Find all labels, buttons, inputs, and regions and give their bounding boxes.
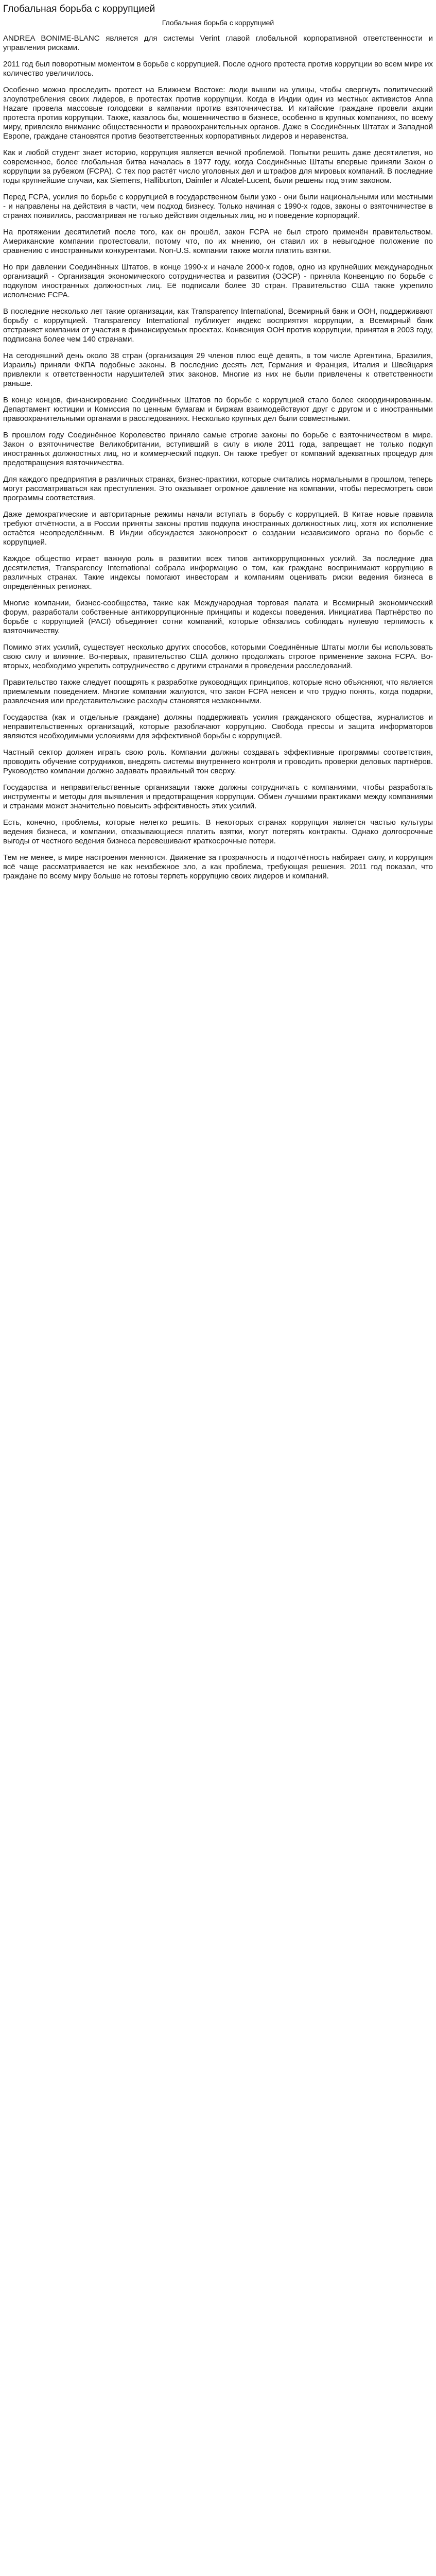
- article-paragraph: Частный сектор должен играть свою роль. Компании должны создавать эффективные программы соответствия, проводить обучение сотрудников, внедрять системы внутреннего контроля и проводить проверки деловых партнёров. Руководство компании должно задавать правильный тон сверху.: [3, 748, 433, 775]
- article-paragraph: Правительство также следует поощрять к разработке руководящих принципов, которые ясно объясняют, что является приемлемым поведением. Многие компании жалуются, что закон FCPA неясен и что трудно понять, когда подарки, развлечения или представительские расходы становятся незаконными.: [3, 678, 433, 705]
- article-paragraph: ANDREA BONIME-BLANC является для системы Verint главой глобальной корпоративной ответственности и управления рисками.: [3, 34, 433, 52]
- article-paragraph: Как и любой студент знает историю, коррупция является вечной проблемой. Попытки решить даже десятилетия, но современное, более глобальная битва началась в 1977 году, когда Соединённые Штаты впервые приняли Закон о коррупции за рубежом (FCPA). С тех пор растёт число уголовных дел и штрафов для мировых компаний. В последние годы крупнейшие случаи, как Siemens, Halliburton, Daimler и Alcatel-Lucent, были решены под этим законом.: [3, 148, 433, 185]
- article-paragraph: Тем не менее, в мире настроения меняются. Движение за прозрачность и подотчётность набирает силу, и коррупция всё чаще рассматривается не как неизбежное зло, а как проблема, требующая решения. 2011 год показал, что граждане по всему миру больше не готовы терпеть коррупцию своих лидеров и компаний.: [3, 853, 433, 880]
- article-paragraph: Особенно можно проследить протест на Ближнем Востоке: люди вышли на улицы, чтобы свергнуть политический злоупотребления своих лидеров, в протестах против коррупции. Когда в Индии один из местных активистов Anna Hazare провела массовые голодовки в кампании против взяточничества. И китайские граждане провели акции протеста против коррупции. Также, казалось бы, мошенничество в бизнесе, особенно в крупных компаниях, по всему миру, привлекло внимание общественности и правоохранительных органов. Даже в Соединённых Штатах и Западной Европе, граждане становятся против безответственных корпоративных лидеров и неравенства.: [3, 86, 433, 141]
- article-paragraph: На сегодняшний день около 38 стран (организация 29 членов плюс ещё девять, в том числе Аргентина, Бразилия, Израиль) приняли ФКПА подобные законы. В последние десять лет, Германия и Франция, Италия и Швейцария привлекли к ответственности нарушителей этих законов. Многие из них не были привлечены к ответственности раньше.: [3, 351, 433, 388]
- article-paragraph: Помимо этих усилий, существует несколько других способов, которыми Соединённые Штаты могли бы использовать свою силу и влияние. Во-первых, правительство США должно продолжать строгое применение закона FCPA. Во-вторых, необходимо укрепить сотрудничество с другими странами в проведении расследований.: [3, 643, 433, 670]
- article-paragraph: Но при давлении Соединённых Штатов, в конце 1990-х и начале 2000-х годов, одно из крупнейших международных организаций - Организация экономического сотрудничества и развития (ОЭСР) - приняла Конвенцию по борьбе с подкупом иностранных должностных лиц. Её подписали более 30 стран. Правительство США также укрепило исполнение FCPA.: [3, 263, 433, 299]
- article-paragraph: Государства (как и отдельные граждане) должны поддерживать усилия гражданского общества, журналистов и неправительственных организаций, которые разоблачают коррупцию. Свобода прессы и защита информаторов являются необходимыми условиями для эффективной борьбы с коррупцией.: [3, 713, 433, 740]
- page-title: Глобальная борьба с коррупцией: [3, 4, 155, 14]
- article-paragraph: Многие компании, бизнес-сообщества, такие как Международная торговая палата и Всемирный экономический форум, разработали собственные антикоррупционные принципы и кодексы поведения. Инициатива Партнёрство по борьбе с коррупцией (PACI) объединяет сотни компаний, которые обязались соблюдать нулевую терпимость к взяточничеству.: [3, 599, 433, 635]
- article-paragraph: Для каждого предприятия в различных странах, бизнес-практики, которые считались нормальными в прошлом, теперь могут рассматриваться как преступления. Это оказывает огромное давление на компании, чтобы пересмотреть свои программы соответствия.: [3, 475, 433, 502]
- article-subtitle: Глобальная борьба с коррупцией: [162, 19, 274, 27]
- article-paragraph: В прошлом году Соединённое Королевство приняло самые строгие законы по борьбе с взяточничеством в мире. Закон о взяточничестве Великобритании, вступивший в силу в июле 2011 года, запрещает не только подкуп иностранных должностных лиц, но и коммерческий подкуп. Он также требует от компаний адекватных процедур для предотвращения взяточничества.: [3, 431, 433, 467]
- article-paragraph: Государства и неправительственные организации также должны сотрудничать с компаниями, чтобы разработать инструменты и методы для выявления и предотвращения коррупции. Обмен лучшими практиками между компаниями и странами может значительно повысить эффективность этих усилий.: [3, 783, 433, 810]
- article-paragraph: На протяжении десятилетий после того, как он прошёл, закон FCPA не был строго применён правительством. Американские компании протестовали, потому что, по их мнению, он ставил их в невыгодное положение по сравнению с иностранными конкурентами. Non-U.S. компании также могли платить взятки.: [3, 228, 433, 255]
- article-paragraph: В конце концов, финансирование Соединённых Штатов по борьбе с коррупцией стало более скоординированным. Департамент юстиции и Комиссия по ценным бумагам и биржам взаимодействуют друг с другом и с иностранными правоохранительными органами в расследованиях. Несколько крупных дел были совместными.: [3, 396, 433, 423]
- article-paragraph: Каждое общество играет важную роль в развитии всех типов антикоррупционных усилий. За последние два десятилетия, Transparency International собрала информацию о том, как граждане воспринимают коррупцию в различных странах. Такие индексы помогают инвесторам и компаниям оценивать риски ведения бизнеса в определённых регионах.: [3, 554, 433, 591]
- article-paragraph: В последние несколько лет такие организации, как Transparency International, Всемирный банк и ООН, поддерживают борьбу с коррупцией. Transparency International публикует индекс восприятия коррупции, а Всемирный банк отстраняет компании от участия в финансируемых проектах. Конвенция ООН против коррупции, принятая в 2003 году, подписана более чем 140 странами.: [3, 307, 433, 344]
- article-paragraph: Есть, конечно, проблемы, которые нелегко решить. В некоторых странах коррупция является частью культуры ведения бизнеса, и компании, отказывающиеся платить взятки, могут потерять контракты. Однако долгосрочные выгоды от честного ведения бизнеса перевешивают краткосрочные потери.: [3, 818, 433, 845]
- article-paragraph: Даже демократические и авторитарные режимы начали вступать в борьбу с коррупцией. В Китае новые правила требуют отчётности, а в России приняты законы против подкупа иностранных должностных лиц, хотя их исполнение остаётся неопределённым. В Индии обсуждается законопроект о создании независимого органа по борьбе с коррупцией.: [3, 510, 433, 547]
- article-paragraph: 2011 год был поворотным моментом в борьбе с коррупцией. После одного протеста против коррупции во всем мире их количество увеличилось.: [3, 60, 433, 78]
- article-body: [3, 34, 433, 881]
- article-paragraph: Перед FCPA, усилия по борьбе с коррупцией в государственном были узко - они были национальными или местными - и направлены на действия в части, чем подход бизнесу. Только начиная с 1990-х годов, законы о взяточничестве в странах появились, рассматривая не только действия отдельных лиц, но и поведение корпораций.: [3, 193, 433, 220]
